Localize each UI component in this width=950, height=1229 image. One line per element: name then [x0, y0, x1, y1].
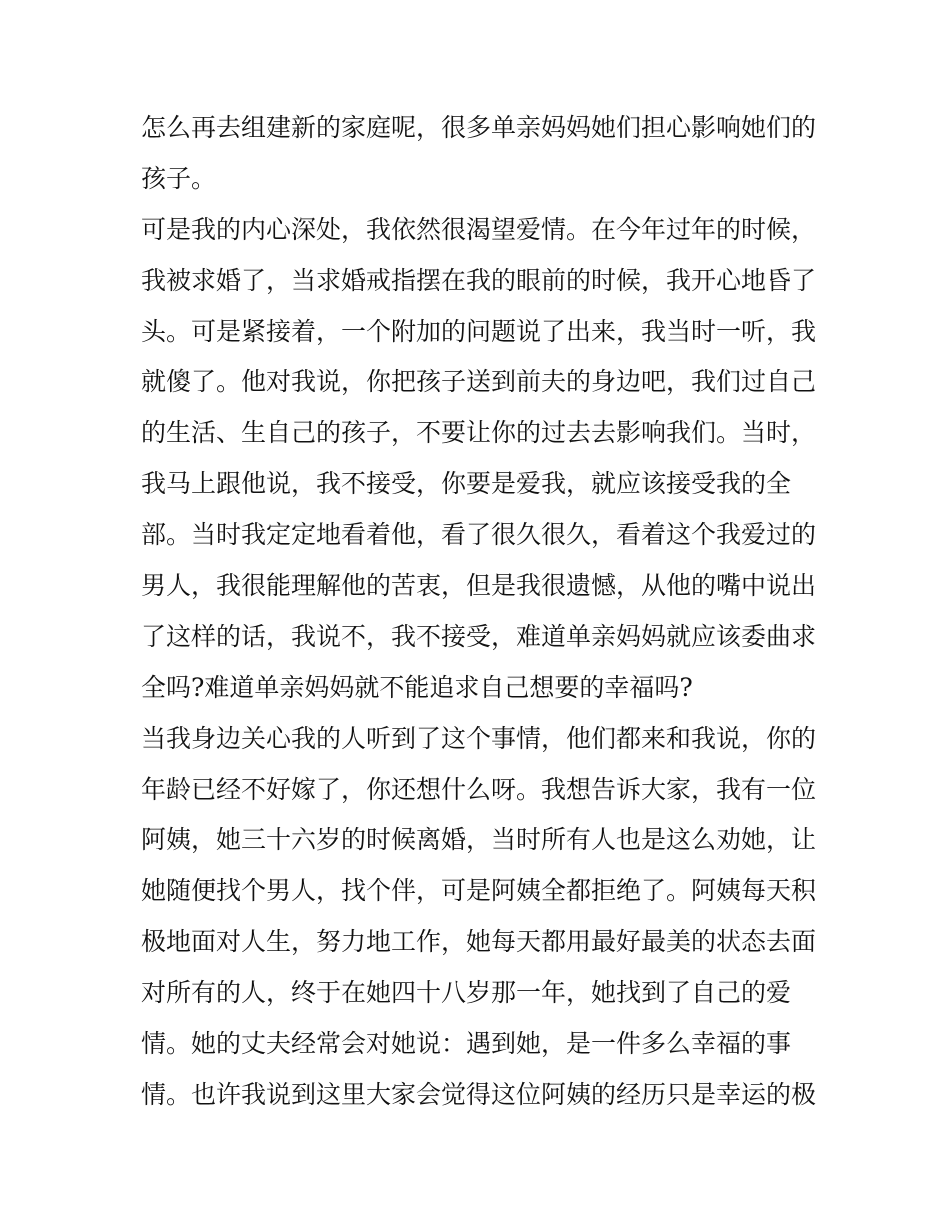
text-line: 极地面对人生，努力地工作，她每天都用最好最美的状态去面: [141, 927, 817, 957]
text-line: 的生活、生自己的孩子，不要让你的过去去影响我们。当时，: [141, 418, 817, 448]
text-line: 怎么再去组建新的家庭呢，很多单亲妈妈她们担心影响她们的: [141, 113, 817, 142]
text-line: 可是我的内心深处，我依然很渴望爱情。在今年过年的时候，: [141, 214, 817, 244]
body-text: [141, 103, 817, 1121]
text-line: 男人，我很能理解他的苦衷，但是我很遗憾，从他的嘴中说出: [141, 571, 817, 601]
text-line: 情。她的丈夫经常会对她说：遇到她，是一件多么幸福的事: [141, 1029, 792, 1059]
text-line: 头。可是紧接着，一个附加的问题说了出来，我当时一听，我: [141, 316, 817, 346]
text-line: 当我身边关心我的人听到了这个事情，他们都来和我说，你的: [141, 723, 817, 753]
text-line: 就傻了。他对我说，你把孩子送到前夫的身边吧，我们过自己: [141, 367, 817, 397]
text-line: 我被求婚了，当求婚戒指摆在我的眼前的时候，我开心地昏了: [141, 265, 817, 295]
text-line: 我马上跟他说，我不接受，你要是爱我，就应该接受我的全: [141, 469, 792, 499]
text-line: 了这样的话，我说不，我不接受，难道单亲妈妈就应该委曲求: [141, 621, 817, 651]
text-line: 部。当时我定定地看着他，看了很久很久，看着这个我爱过的: [141, 520, 817, 550]
text-line: 阿姨，她三十六岁的时候离婚，当时所有人也是这么劝她，让: [141, 825, 817, 855]
text-line: 孩子。: [141, 163, 217, 193]
text-line: 情。也许我说到这里大家会觉得这位阿姨的经历只是幸运的极: [141, 1079, 817, 1109]
text-line: 她随便找个男人，找个伴，可是阿姨全都拒绝了。阿姨每天积: [141, 876, 817, 906]
text-line: 年龄已经不好嫁了，你还想什么呀。我想告诉大家，我有一位: [141, 774, 817, 804]
text-line: 对所有的人，终于在她四十八岁那一年，她找到了自己的爱: [141, 978, 792, 1008]
text-line: 全吗?难道单亲妈妈就不能追求自己想要的幸福吗?: [141, 672, 693, 702]
